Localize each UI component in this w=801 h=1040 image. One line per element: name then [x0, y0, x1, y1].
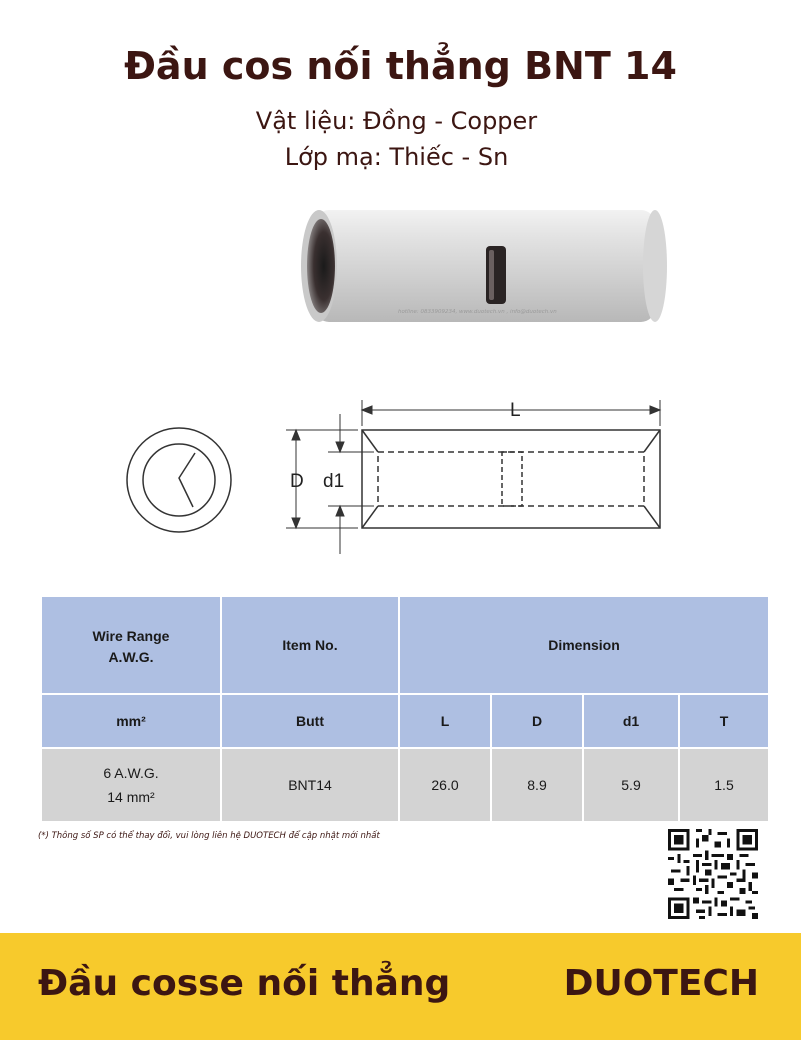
table-row: [41, 748, 769, 822]
label-d1: d1: [323, 471, 345, 492]
subheader-D: D: [491, 694, 583, 748]
footer-brand: DUOTECH: [563, 963, 759, 1004]
table-header-row: [41, 596, 769, 694]
cell-L: 26.0: [399, 748, 491, 822]
subheader-type: Butt: [221, 694, 399, 748]
material-line: Vật liệu: Đồng - Copper: [255, 107, 538, 135]
label-D: D: [290, 471, 304, 492]
footer-product-name: Đầu cosse nối thẳng: [38, 963, 451, 1004]
cell-T: 1.5: [679, 748, 769, 822]
disclaimer-note: (*) Thông số SP có thể thay đổi, vui lòng liên hệ DUOTECH để cập nhật mới nhất: [38, 831, 380, 841]
cell-d1: 5.9: [583, 748, 679, 822]
cell-item: BNT14: [221, 748, 399, 822]
subheader-d1: d1: [583, 694, 679, 748]
cell-awg: 6 A.W.G.: [103, 765, 159, 781]
subheader-T: T: [679, 694, 769, 748]
technical-drawing: [110, 390, 670, 560]
plating-line: Lớp mạ: Thiếc - Sn: [284, 143, 509, 171]
qr-code-icon: [668, 829, 758, 919]
spec-table: [40, 595, 770, 823]
page-title: Đầu cos nối thẳng BNT 14: [124, 44, 677, 88]
side-view: [362, 430, 660, 528]
header-wire-range: [41, 596, 221, 694]
cell-D: 8.9: [491, 748, 583, 822]
subheader-unit: mm²: [41, 694, 221, 748]
footer-banner: [0, 933, 801, 1040]
header-item-no: Item No.: [221, 596, 399, 694]
cell-mm2: 14 mm²: [107, 789, 155, 805]
cell-wire-range: [41, 748, 221, 822]
end-view-icon: [127, 428, 231, 532]
header-wire-range-line2: A.W.G.: [108, 649, 154, 665]
header-wire-range-line1: Wire Range: [92, 628, 170, 644]
subheader-L: L: [399, 694, 491, 748]
header-dimension: Dimension: [399, 596, 769, 694]
table-subheader-row: [41, 694, 769, 748]
label-L: L: [510, 400, 521, 421]
watermark-text: hotline: 0833909234, www.duotech.vn , info@duotech.vn: [398, 309, 557, 315]
